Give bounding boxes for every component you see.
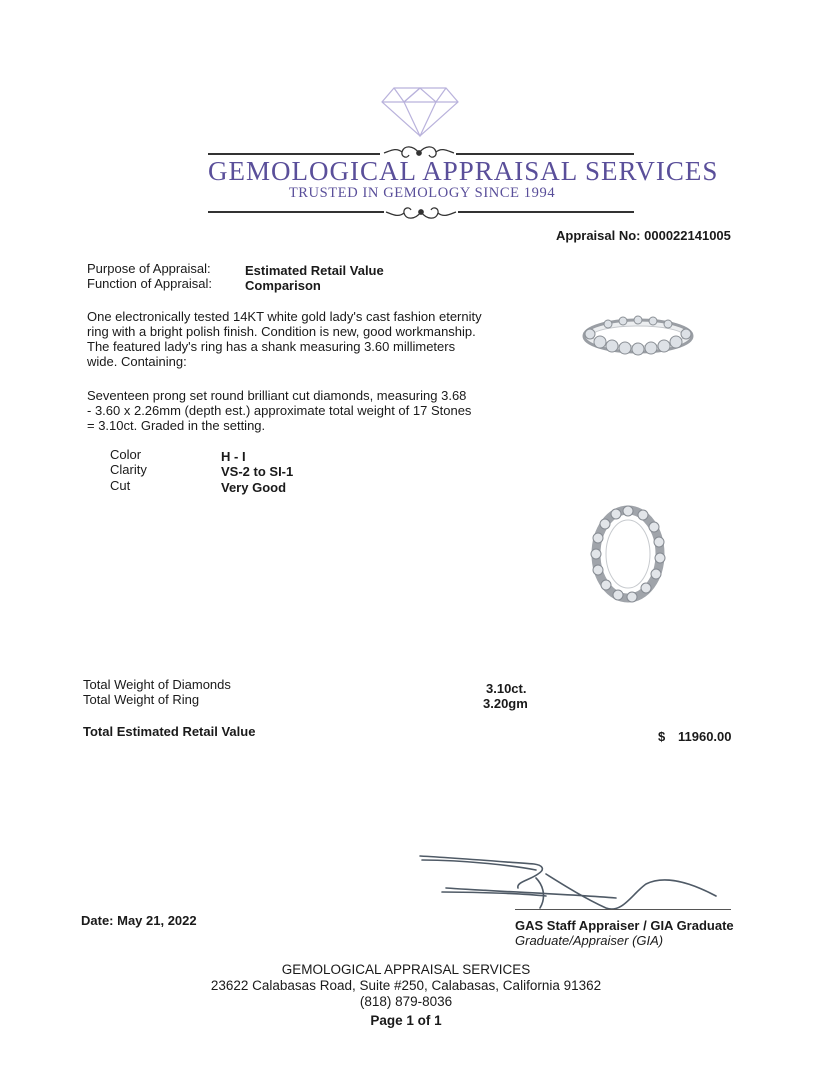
diamonds-description: Seventeen prong set round brilliant cut diamonds, measuring 3.68 - 3.60 x 2.26mm (depth est.) approximate total weight of 17 Stones = 3.10ct. Graded in the setting. [87, 388, 472, 433]
page-number: Page 1 of 1 [370, 1013, 442, 1028]
purpose-label: Purpose of Appraisal: [87, 261, 211, 276]
total-diamonds-label: Total Weight of Diamonds [83, 677, 231, 692]
grading-label-color: Color [110, 447, 142, 462]
appraisal-date: Date: May 21, 2022 [81, 913, 197, 928]
company-tagline: TRUSTED IN GEMOLOGY SINCE 1994 [288, 185, 556, 201]
function-value: Comparison [245, 278, 321, 293]
ring-side-photo [578, 312, 698, 360]
signature-title: GAS Staff Appraiser / GIA Graduate [515, 918, 734, 933]
total-retail-currency: $ [658, 729, 666, 744]
total-diamonds-value: 3.10ct. [486, 681, 527, 696]
logo-divider-bottom [208, 211, 384, 213]
logo-divider-bottom-right [458, 211, 634, 213]
appraiser-signature [416, 846, 736, 916]
purpose-value: Estimated Retail Value [245, 263, 384, 278]
total-retail-value: 11960.00 [678, 729, 732, 744]
grading-label-clarity: Clarity [110, 462, 147, 477]
footer-phone: (818) 879-8036 [359, 994, 453, 1009]
logo-divider-top [208, 153, 380, 155]
diamond-logo-icon [380, 86, 460, 138]
grading-value-clarity: VS-2 to SI-1 [221, 464, 294, 479]
grading-value-cut: Very Good [221, 480, 287, 495]
ring-angle-photo [588, 504, 668, 604]
total-ring-label: Total Weight of Ring [83, 692, 200, 707]
footer-address: 23622 Calabasas Road, Suite #250, Calabasas, California 91362 [210, 978, 602, 993]
company-name: GEMOLOGICAL APPRAISAL SERVICES [208, 156, 719, 186]
function-label: Function of Appraisal: [87, 276, 213, 291]
signature-subtitle: Graduate/Appraiser (GIA) [515, 933, 664, 948]
ring-description: One electronically tested 14KT white gold lady's cast fashion eternity ring with a bright polish finish. Condition is new, good workmanship. The featured lady's ring has a shank measuring 3.60 millimeters wide. Containing: [87, 309, 482, 369]
footer-company: GEMOLOGICAL APPRAISAL SERVICES [281, 962, 531, 977]
total-ring-value: 3.20gm [483, 696, 528, 711]
grading-value-color: H - I [221, 449, 246, 464]
appraisal-number: Appraisal No: 000022141005 [556, 228, 731, 243]
logo-divider-top-right [456, 153, 634, 155]
flourish-ornament-icon [384, 201, 458, 223]
total-retail-label: Total Estimated Retail Value [83, 724, 256, 739]
grading-label-cut: Cut [110, 478, 131, 493]
signature-line [515, 909, 731, 910]
